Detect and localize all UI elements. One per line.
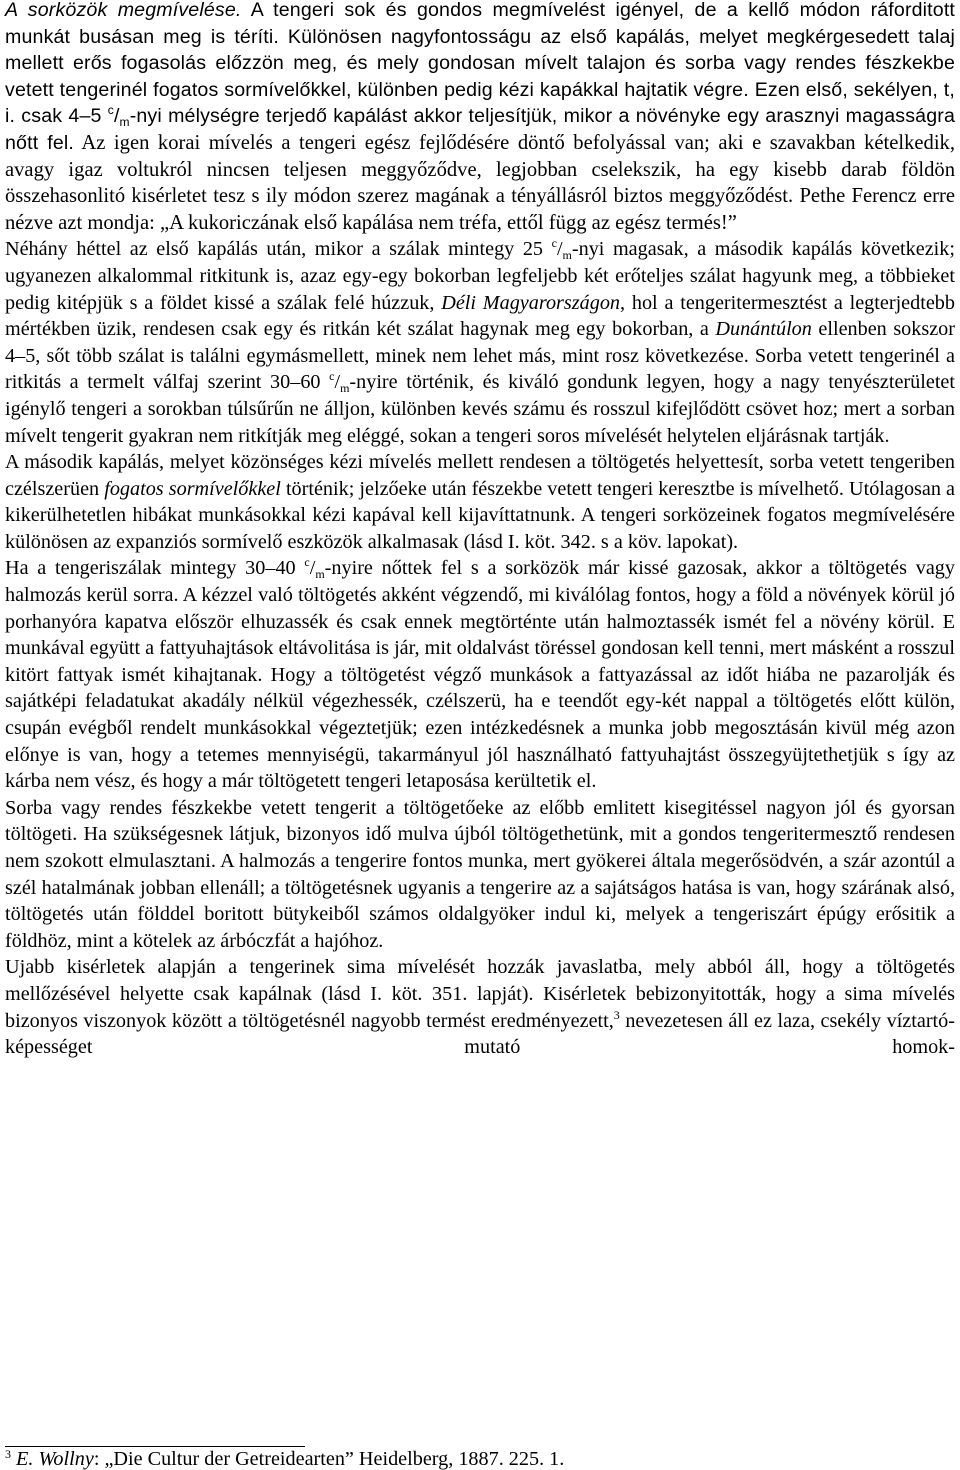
paragraph-1: A sorközök megmívelése. A tengeri sok és gondos megmívelést igényel, de a kellő módon ráforditott munkát busásan meg is téríti. Különösen nagyfontosságu az első kapálás, melyet megkérgesedett talaj mellett erős fogasolás előzzön meg, és mely gondosan mívelt talajon és sorba vagy rendes fészkekbe vetett tengerinél fogatos sormívelőkkel, különben pedig kézi kapákkal hajtatik végre. Ezen első, sekélyen, t, i. csak 4–5 $^c/_m$-nyi mélységre terjedő kapálást akkor teljesítjük, mikor a növényke egy arasznyi magasságra nőtt fel. Az igen korai mívelés a tengeri egész fejlődésére döntő befolyással van; aki e szavakban kételkedik, avagy igaz voltukról nincsen teljesen meggyőződve, legjobban cselekszik, ha egy kisebb darab földön összehasonlitó kisérletet tesz s ily módon szerez magának a tényállásról biztos meggyőződést. Pethe Ferencz erre nézve azt mondja: „A kukoriczának első kapálása nem tréfa, ettől függ az egész termés!” <box>5 0 956 234</box>
unit-cm: $^c/_m$ <box>551 236 572 263</box>
footnote-reference[interactable]: 3 <box>613 1007 620 1022</box>
section-heading: A sorközök megmívelése. <box>5 0 242 21</box>
paragraph-5: Sorba vagy rendes fészkekbe vetett tengerit a töltögetőeke az előbb emlitett kisegitéssel nagyon jól és gyorsan töltögeti. Ha szükségesnek látjuk, bizonyos idő mulva újból töltögethetünk, mit a gondos tengeritermesztő rendesen nem szokott elmulasztani. A halmozás a tengerire fontos munka, mert gyökerei általa megerősödvén, a szár azontúl a szél hatalmának jobban ellenáll; a töltögetésnek ugyanis a tengerire az a sajátságos hatása is van, hogy szárának alsó, töltögetés után földdel boritott bütykeiből számos oldalgyöker indul ki, melyek a tengeriszárt épúgy erősitik a földhöz, mint a kötelek az árbóczfát a hajóhoz. <box>5 796 955 952</box>
unit-cm: $^c/_m$ <box>107 103 130 130</box>
footnote-author: E. Wollny <box>16 1448 94 1470</box>
unit-cm: $^c/_m$ <box>329 369 350 396</box>
paragraph-3: A második kapálás, melyet közönséges kézi mívelés mellett rendesen a töltögetés helyettesít, sorba vetett tengeriben czélszerüen fogatos sormívelőkkel történik; jelzőeke után fészekbe vetett tengeri keresztbe is mívelhető. Utólagosan a kikerülhetetlen hibákat munkásokkal kézi kapával kell kijavíttatnunk. A tengeri sorközeinek fogatos megmívelésére különösen az expanziós sormívelő eszközök alkalmasak (lásd I. köt. 342. s a köv. lapokat). <box>5 451 955 553</box>
paragraph-2: Néhány héttel az első kapálás után, mikor a szálak mintegy 25 $^c/_m$-nyi magasak, a második kapálás következik; ugyanezen alkalommal ritkitunk is, azaz egy-egy bokorban legfeljebb két erőteljes szálat hagyunk meg, a többieket pedig kitépjük s a földet kissé a szálak felé húzzuk, Déli Magyarországon, hol a tengeritermesztést a legterjedtebb mértékben üzik, rendesen csak egy és ritkán két szálat hagynak meg egy bokorban, a Dunántúlon ellenben sokszor 4–5, sőt több szálat is találni egymásmellett, minek nem lehet más, mint rosz következése. Sorba vetett tengerinél a ritkitás a termelt válfaj szerint 30–60 $^c/_m$-nyire történik, és kiváló gondunk legyen, hogy a nagy tenyészterületet igénylő tengeri a sorokban túlsűrűn ne álljon, különben kevés számu és rosszul kifejlődött csövet hoz; mert a sorban mívelt tengerit gyakran nem ritkítják meg eléggé, sokan a tengeri soros mívelését helytelen eljárásnak tartják. <box>5 236 955 447</box>
unit-cm: $^c/_m$ <box>304 555 325 582</box>
footnote: $^3$ E. Wollny: „Die Cultur der Getreidearten” Heidelberg, 1887. 225. 1. <box>5 1447 565 1470</box>
paragraph-6: Ujabb kisérletek alapján a tengerinek sima mívelését hozzák javaslatba, mely abból áll, hogy a töltögetés mellőzésével helyette csak kapálnak (lásd I. köt. 351. lapját). Kisérletek bebizonyitották, hogy a sima mívelés bizonyos viszonyok között a töltögetésnél nagyobb termést eredményezett,$^3$ nevezetesen áll ez laza, csekély víztartó-képességet mutató homok- <box>5 956 955 1059</box>
footnote-number: 3 <box>5 1447 11 1461</box>
footnote-divider <box>5 1446 305 1447</box>
term-italic: fogatos sormívelőkkel <box>104 477 281 500</box>
place-name-italic: Dunántúlon <box>715 318 812 341</box>
document-page <box>5 0 955 1061</box>
paragraph-4: Ha a tengeriszálak mintegy 30–40 $^c/_m$-nyire nőttek fel s a sorközök már kissé gazosak, akkor a töltögetés vagy halmozás kerül sorra. A kézzel való töltögetés akként végzendő, mi kiválólag fontos, hogy a föld a növények körül jó porhanyóra kapatva először elhuzassék és csak ennek megtörténte után halmoztassék ismét fel a növény körül. E munkával együtt a fattyuhajtások eltávolitása is jár, mit oldalvást töréssel gondosan kell tenni, mert másként a rosszul kitört fattyak ismét kihajtanak. Hogy a töltögetést végző munkások a fattyazással az időt hiába ne pazarolják és sajátképi feladatukat akadály nélkül végezhessék, czélszerü, ha e teendőt egy-két nappal a töltögetés előtt külön, csupán evégből rendelt munkásokkal végeztetjük; ezen intézkedésnek a munka jobb megosztásán kivül még azon előnye is van, hogy a tetemes mennyiségü, takarmányul jól használható fattyuhajtást összegyüjtethetjük s így az kárba nem vész, és hogy a már töltögetett tengeri letaposása kerültetik el. <box>5 555 956 793</box>
place-name-italic: Déli Magyarországon <box>441 291 621 314</box>
